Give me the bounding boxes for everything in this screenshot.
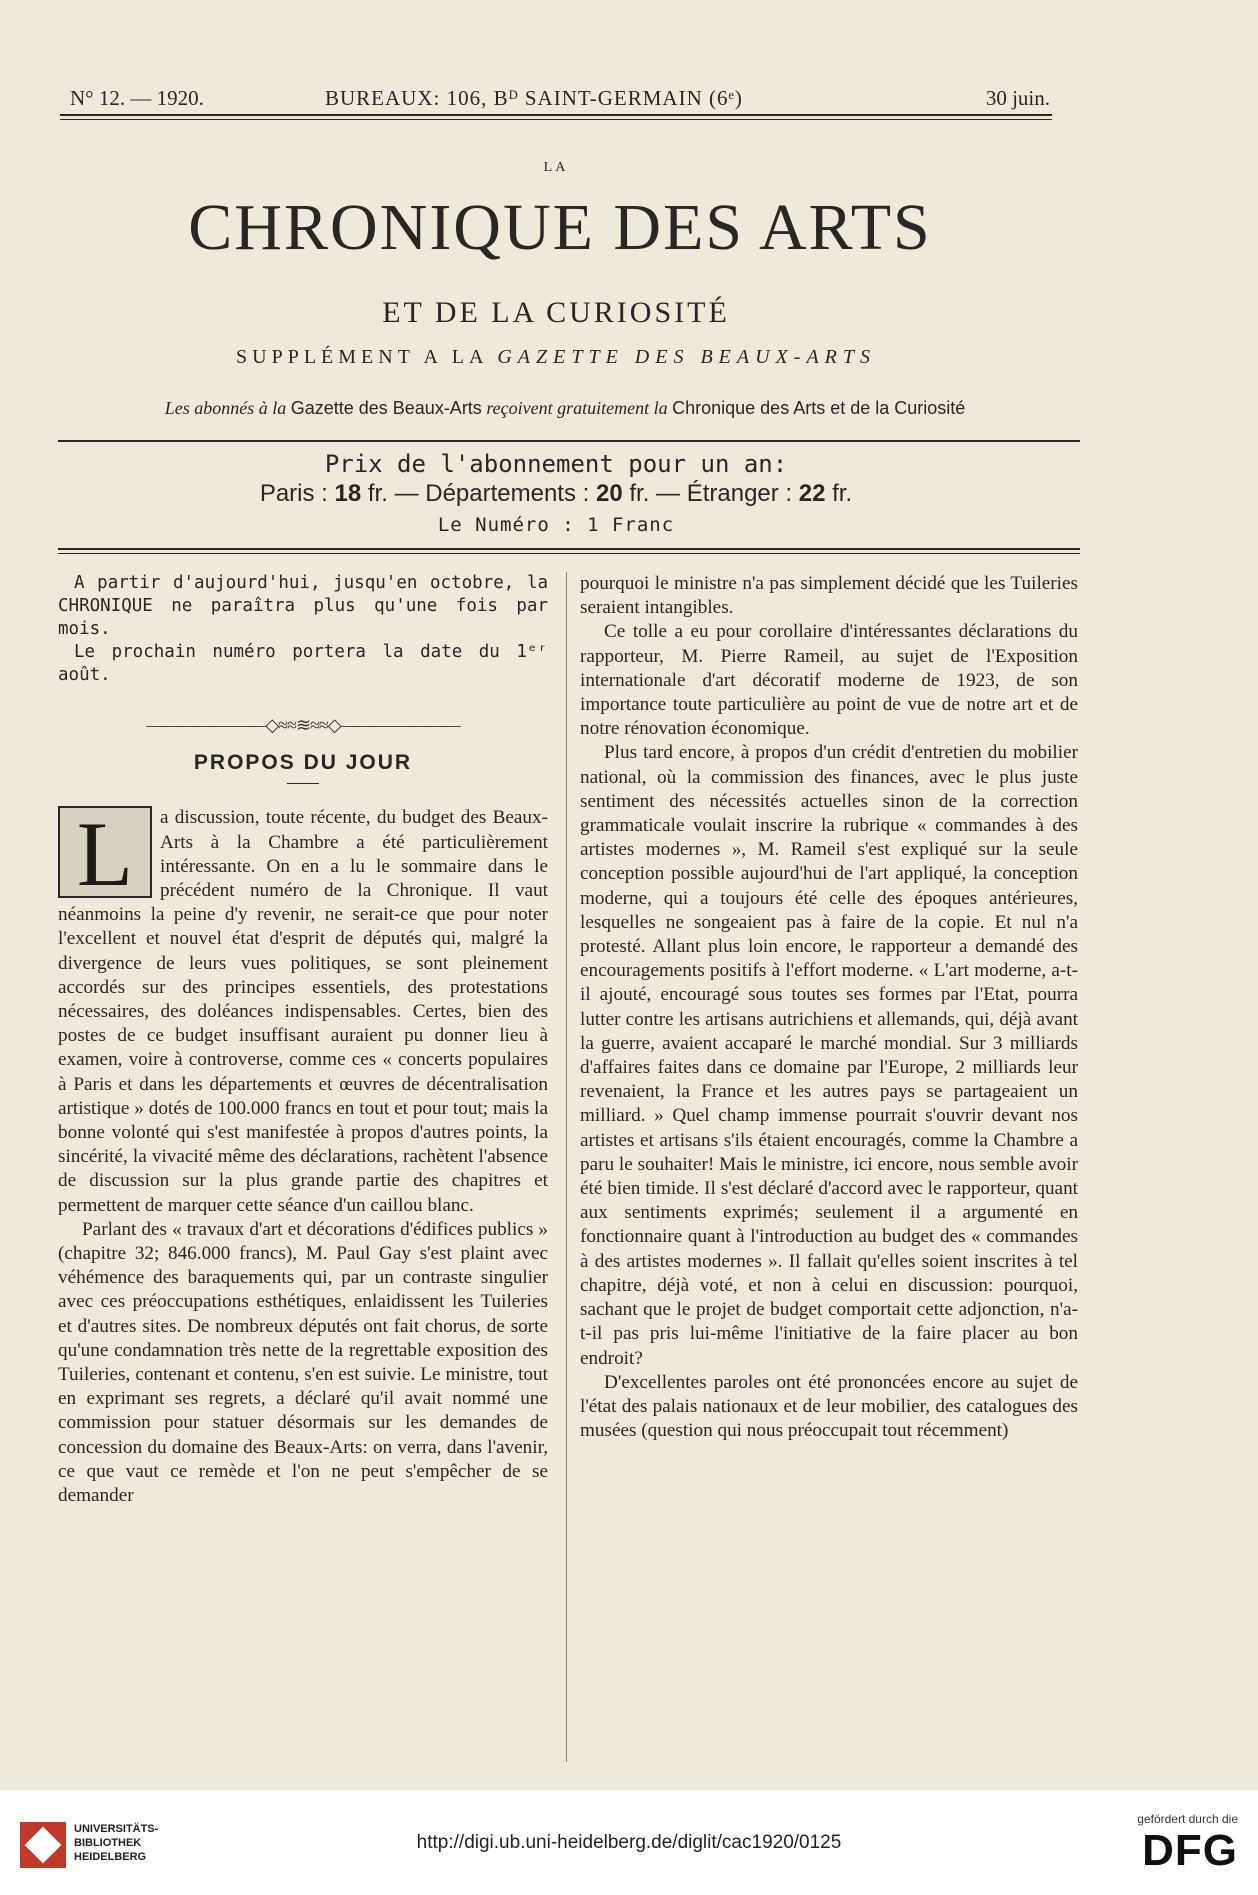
subscribers-text-1: Les abonnés à la xyxy=(164,398,287,418)
article-paragraph: a discussion, toute récente, du budget des Beaux-Arts à la Chambre a été particulièrement intéressante. On en a lu le sommaire dans le précédent numéro de la Chronique. Il vaut néanmoins la peine d'y revenir, ne serait-ce que pour noter l'excellent et nouvel état d'esprit de députés qui, malgré la divergence de leurs vues politiques, se sont pleinement accordés sur des principes essentiels, des protestations nécessaires, des doléances indispensables. Certes, bien des postes de ce budget insuffisant auraient pu donner lieu à examen, voire à controverse, comme ces « concerts populaires à Paris et dans les départements et œuvres de décentralisation artistique » dotés de 100.000 francs en tout et pour tout; mais la bonne volonté qui s'est manifestée à propos d'autres points, la sincérité, la vivacité même des déclarations, rachètent l'absence de discussion sur la plus grande partie des chapitres et permettent de marquer cette séance d'un caillou blanc. xyxy=(58,807,548,1216)
foreign-label: fr. — Étranger : xyxy=(629,480,793,507)
article-paragraph: Parlant des « travaux d'art et décorations d'édifices publics » (chapitre 32; 846.000 francs), M. Paul Gay s'est plaint avec véhémence des baraquements qui, par un contraste singulier avec ces préoccupations esthétiques, enlaidissent les Tuileries et d'autres sites. De nombreux députés ont fait chorus, de sorte qu'une condamnation très nette de la regrettable exposition des Tuileries, contenant et contenu, s'en est suivie. Le ministre, tout en exprimant ses regrets, a déclaré qu'il avait nommé une commission pour statuer désormais sur les demandes de concession du domaine des Beaux-Arts: on verra, dans l'avenir, ce que vaut ce remède et l'on ne peut s'empêcher de se demander xyxy=(58,1218,548,1507)
notice-paragraph: A partir d'aujourd'hui, jusqu'en octobre, la CHRONIQUE ne paraîtra plus qu'une fois par mois. xyxy=(58,573,548,639)
departments-price: 20 xyxy=(595,480,623,507)
bureaux-address: BUREAUX: 106, Bᴰ SAINT-GERMAIN (6ᵉ) xyxy=(325,86,743,110)
source-url-link[interactable]: http://digi.ub.uni-heidelberg.de/diglit/cac1920/0125 xyxy=(416,1832,842,1853)
newspaper-subtitle: ET DE LA CURIOSITÉ xyxy=(382,296,730,329)
newspaper-title: CHRONIQUE DES ARTS xyxy=(188,191,932,264)
right-column xyxy=(580,572,1078,1443)
issue-number: N° 12. — 1920. xyxy=(70,86,204,110)
supplement-line xyxy=(0,346,1112,369)
supplement-prefix: SUPPLÉMENT A LA xyxy=(236,346,488,368)
supplement-name: GAZETTE DES BEAUX-ARTS xyxy=(497,346,876,368)
paris-label: Paris : xyxy=(259,480,328,507)
ornamental-dropcap: L xyxy=(58,806,152,898)
notice-paragraph: Le prochain numéro portera la date du 1ᵉʳ août. xyxy=(58,642,548,685)
pricing-rule-thin xyxy=(58,553,1080,554)
subscribers-text-2: Gazette des Beaux-Arts xyxy=(290,398,482,418)
funding-label: gefördert durch die xyxy=(1137,1812,1238,1826)
article-paragraph: Plus tard encore, à propos d'un crédit d'entretien du mobilier national, où la commission des finances, avec le plus juste sentiment des nécessités actuelles sinon de la correction grammaticale voulait inscrire la rubrique « commandes à des artistes modernes », M. Rameil s'est expliqué sur la seule conception possible aujourd'hui de l'art appliqué, la conception moderne, qui a toujours été celle des époques antérieures, lesquelles ne songeaient pas à faire de la copie. Et nul n'a protesté. Allant plus loin encore, le rapporteur a demandé des encouragements positifs à l'effort moderne. « L'art moderne, a-t-il ajouté, encouragé sous toutes ses formes par l'Etat, pourra lutter contre les artisans autrichiens et allemands, qui, déjà avant la guerre, avaient accaparé le marché mondial. Sur 3 milliards d'affaires faites dans ce domaine par l'Europe, 2 milliards leur revenaient, la France et les autres pays se partageaient un milliard. » Quel champ immense pourrait s'ouvrir devant nos artistes et artisans s'ils étaient encouragés, comme la Chambre a paru le souhaiter! Mais le ministre, ici encore, nous semble avoir été bien timide. Il s'est déclaré d'accord avec le rapporteur, quant aux sentiments exprimés; seulement il a argumenté en fonctionnaire quant à l'introduction au budget des « commandes à des artistes modernes ». Il fallait qu'elles soient inscrites à tel chapitre, déjà voté, et non à celui en discussion: pourquoi, sachant que le projet de budget comportait cette adjonction, n'a-t-il pas pris lui-même l'initiative de la faire placer au bon endroit? xyxy=(580,742,1078,1369)
subscribers-note xyxy=(40,398,1090,419)
subscribers-text-3: reçoivent gratuitement la xyxy=(486,398,668,418)
column-divider xyxy=(566,572,567,1762)
price-unit: fr. xyxy=(832,480,853,507)
header-line xyxy=(70,86,1050,116)
header-rule-thin xyxy=(60,119,1052,120)
article-paragraph: D'excellentes paroles ont été prononcées encore au sujet de l'état des palais nationaux et de leur mobilier, des catalogues des musées (question qui nous préoccupait tout récemment) xyxy=(580,1371,1078,1442)
masthead-rule xyxy=(58,440,1080,442)
section-heading: PROPOS DU JOUR xyxy=(193,751,413,775)
article-paragraph: pourquoi le ministre n'a pas simplement décidé que les Tuileries seraient intangibles. xyxy=(580,573,1078,619)
library-name: UNIVERSITÄTS- BIBLIOTHEK HEIDELBERG xyxy=(74,1823,159,1863)
left-column xyxy=(58,572,548,1508)
digitization-footer xyxy=(0,1790,1258,1895)
issue-date: 30 juin. xyxy=(985,86,1050,110)
pricing-rule xyxy=(58,548,1080,550)
subscription-title: Prix de l'abonnement pour un an: xyxy=(324,450,788,478)
ornament-divider: ———————◇≈≈≋≈≈◇——————— xyxy=(146,715,460,735)
header-rule xyxy=(60,114,1052,116)
article-paragraph: Ce tolle a eu pour corollaire d'intéressantes déclarations du rapporteur, M. Pierre Rameil, au sujet de l'Exposition internationale d'art décoratif moderne de 1923, de son importance toute particulière au point de vue de notre art et de notre rénovation économique. xyxy=(580,621,1078,740)
paris-price: 18 xyxy=(334,480,362,507)
foreign-price: 22 xyxy=(798,480,826,507)
funder-name: DFG xyxy=(1142,1826,1238,1875)
dfg-logo[interactable] xyxy=(1108,1812,1238,1882)
subscription-prices xyxy=(0,480,1112,508)
title-article: LA xyxy=(543,160,569,175)
departments-label: fr. — Départements : xyxy=(367,480,590,507)
single-issue-price: Le Numéro : 1 Franc xyxy=(437,514,675,536)
publication-notice xyxy=(58,572,548,687)
subscribers-text-4: Chronique des Arts et de la Curiosité xyxy=(672,398,966,418)
heading-rule xyxy=(287,783,319,784)
